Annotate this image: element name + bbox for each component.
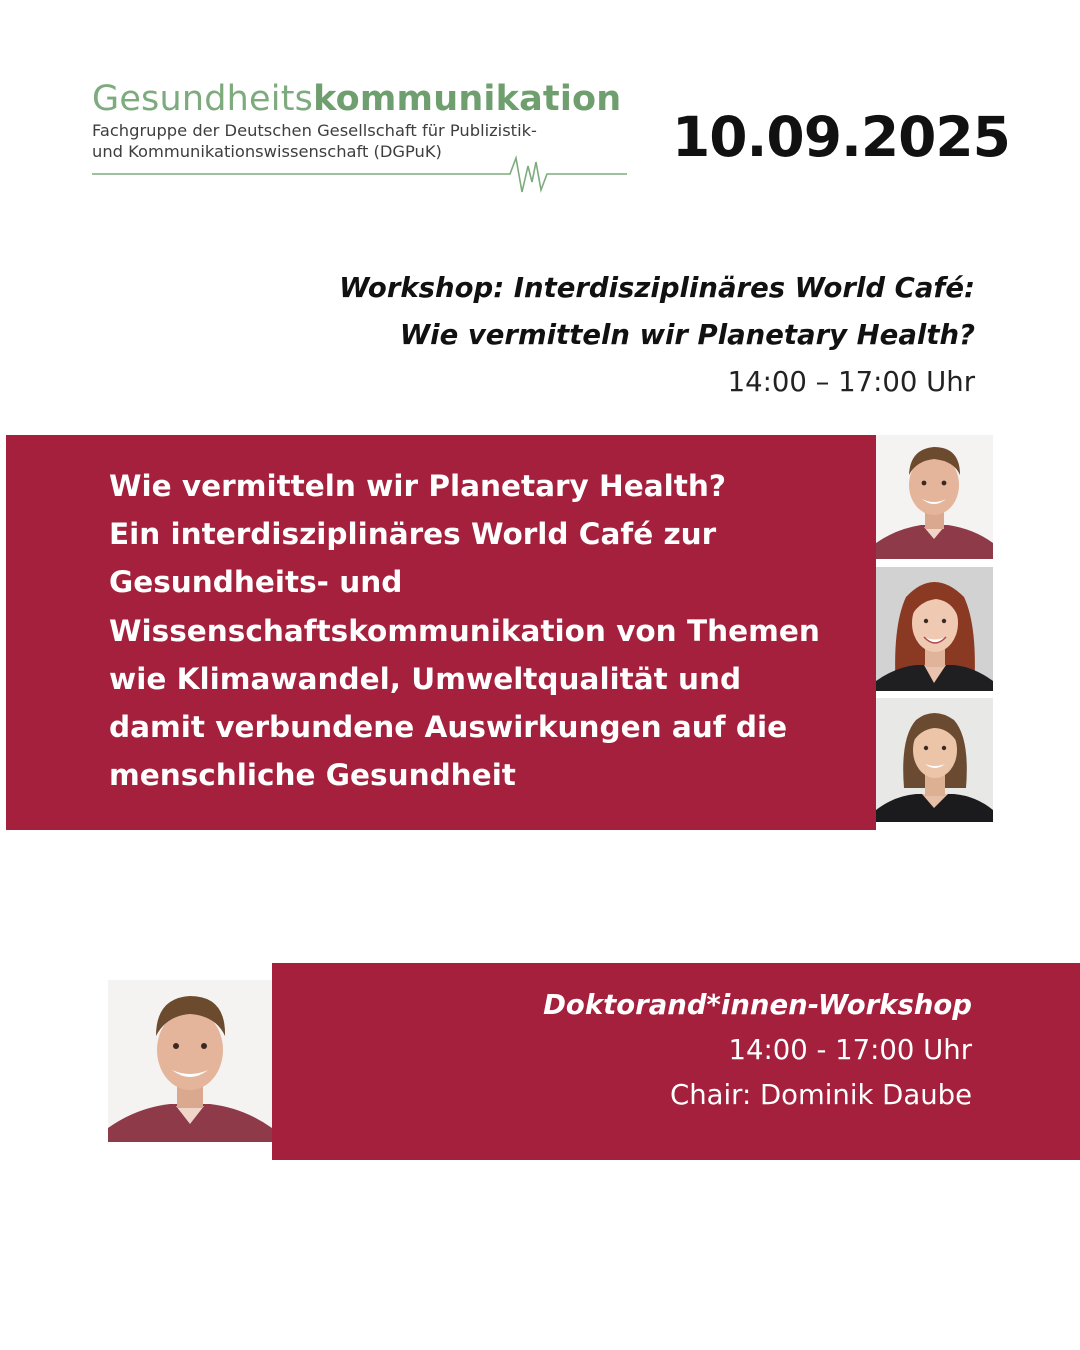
description-line: wie Klimawandel, Umweltqualität und <box>109 661 742 696</box>
description-line: menschliche Gesundheit <box>109 758 516 793</box>
logo <box>92 78 627 196</box>
portrait-woman-brown-hair-icon <box>876 698 993 822</box>
workshop-time: 14:00 – 17:00 Uhr <box>727 366 975 398</box>
logo-title <box>92 78 621 120</box>
portrait-man-icon <box>108 980 272 1142</box>
portrait-man-icon <box>876 435 993 559</box>
portrait-woman-red-hair-icon <box>876 567 993 691</box>
doctoral-workshop-chair: Chair: Dominik Daube <box>670 1079 972 1111</box>
logo-subtitle-line1: Fachgruppe der Deutschen Gesellschaft für Publizistik- <box>92 121 537 140</box>
doctoral-workshop-box <box>272 963 1080 1160</box>
workshop-description <box>109 462 869 799</box>
workshop-description-box <box>6 435 876 830</box>
doctoral-workshop-info <box>272 983 972 1118</box>
description-line: damit verbundene Auswirkungen auf die <box>109 710 788 745</box>
heartbeat-line-icon <box>92 152 627 196</box>
workshop-title-line2: Wie vermitteln wir Planetary Health? <box>399 319 975 351</box>
workshop-title-line1: Workshop: Interdisziplinäres World Café: <box>339 272 975 304</box>
description-line: Gesundheits- und <box>109 565 403 600</box>
event-date: 10.09.2025 <box>672 105 1010 169</box>
logo-subtitle-line2: und Kommunikationswissenschaft (DGPuK) <box>92 142 442 161</box>
logo-title-light: Gesundheits <box>92 79 314 119</box>
doctoral-workshop-title: Doktorand*innen-Workshop <box>543 989 972 1021</box>
description-line: Ein interdisziplinäres World Café zur <box>109 517 717 552</box>
description-line: Wissenschaftskommunikation von Themen <box>109 613 820 648</box>
workshop-heading <box>215 265 975 406</box>
logo-title-bold: kommunikation <box>313 79 622 119</box>
doctoral-workshop-time: 14:00 - 17:00 Uhr <box>728 1034 972 1066</box>
description-line: Wie vermitteln wir Planetary Health? <box>109 469 726 503</box>
